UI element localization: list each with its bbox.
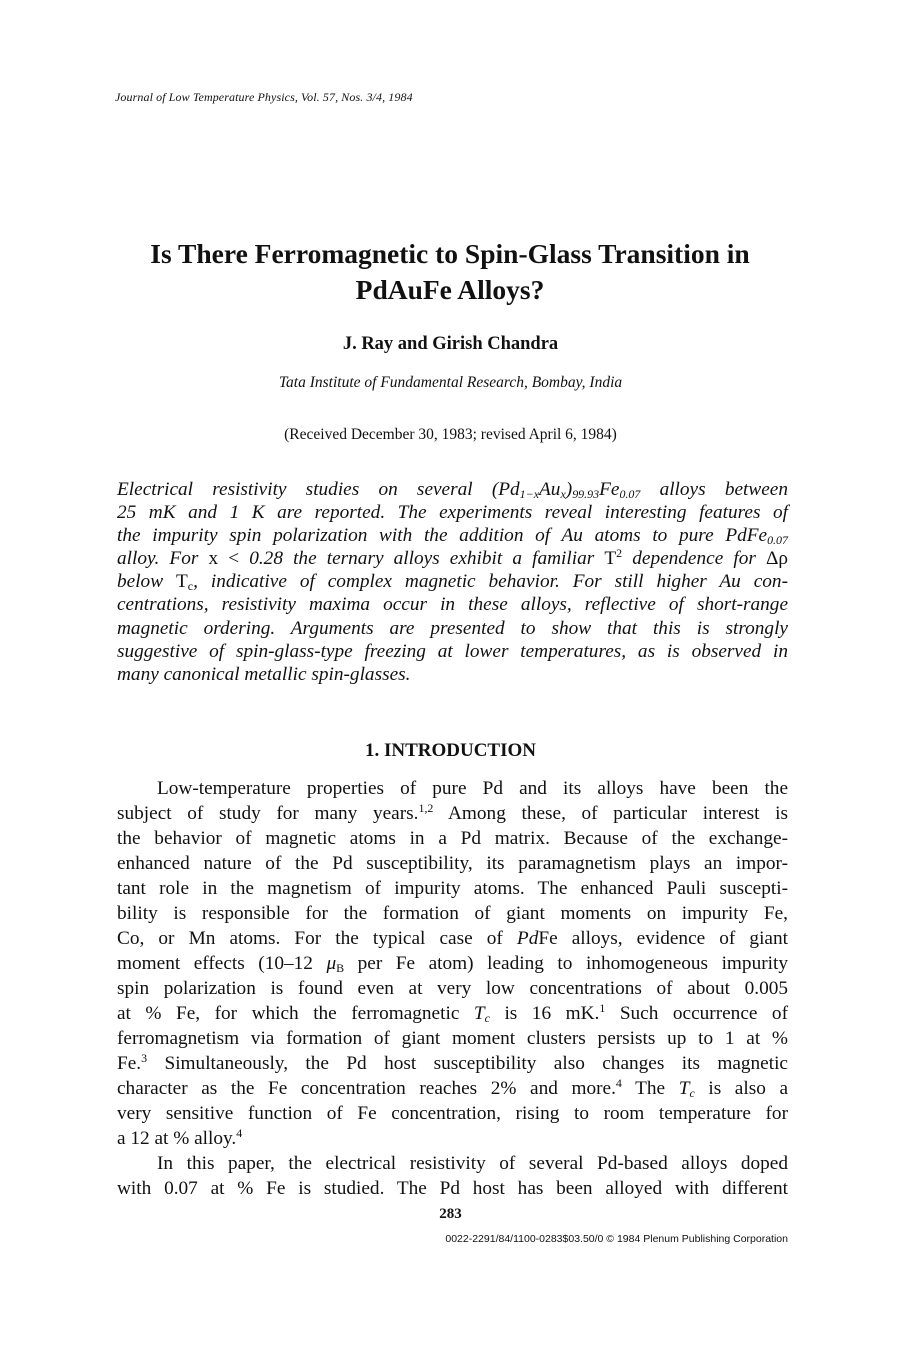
section-heading: 1. INTRODUCTION: [364, 740, 537, 761]
body-line: enhanced nature of the Pd susceptibility, its paramagnetism plays an impor-: [117, 853, 788, 874]
body-line: a 12 at % alloy.$^4$: [117, 1125, 243, 1149]
abstract-line: Electrical resistivity studies on several $(Pd_{1-x}Au_x)_{99.93}Fe_{0.07}$ alloys between: [117, 479, 788, 501]
body-line: subject of study for many years.$^{1,2}$ Among these, of particular interest is: [117, 800, 788, 824]
abstract-line: below $T_c$, indicative of complex magnetic behavior. For still higher Au con-: [117, 571, 788, 594]
title-line-1: Is There Ferromagnetic to Spin-Glass Transition in: [150, 238, 750, 269]
body-line: ferromagnetism via formation of giant moment clusters persists up to 1 at %: [117, 1028, 788, 1049]
paper-title: [100, 236, 800, 308]
body-line: very sensitive function of Fe concentration, rising to room temperature for: [117, 1103, 788, 1124]
journal-citation: Journal of Low Temperature Physics, Vol. 57, Nos. 3/4, 1984: [115, 90, 413, 104]
body-line: bility is responsible for the formation of giant moments on impurity Fe,: [117, 903, 788, 924]
abstract: [117, 478, 788, 686]
abstract-line: magnetic ordering. Arguments are presented to show that this is strongly: [117, 617, 788, 639]
body-line: Co, or Mn atoms. For the typical case of PdFe alloys, evidence of giant: [117, 928, 788, 949]
body-line: tant role in the magnetism of impurity atoms. The enhanced Pauli suscepti-: [117, 878, 788, 899]
copyright-line: 0022-2291/84/1100-0283$03.50/0 © 1984 Plenum Publishing Corporation: [445, 1233, 788, 1245]
body-line: spin polarization is found even at very low concentrations of about 0.005: [117, 978, 788, 999]
page-number: 283: [439, 1206, 462, 1222]
body-line: the behavior of magnetic atoms in a Pd matrix. Because of the exchange-: [117, 828, 788, 849]
abstract-line: many canonical metallic spin-glasses.: [117, 663, 411, 685]
abstract-line: suggestive of spin-glass-type freezing at lower temperatures, as is observed in: [117, 640, 788, 662]
body-line: at % Fe, for which the ferromagnetic $T_c$ is 16 mK.$^1$ Such occurrence of: [117, 1000, 788, 1025]
received-dates: (Received December 30, 1983; revised April 6, 1984): [284, 426, 617, 443]
abstract-line: alloy. For x < 0.28 the ternary alloys exhibit a familiar $T^2$ dependence for Δρ: [117, 546, 789, 570]
authors: J. Ray and Girish Chandra: [342, 334, 559, 354]
body-line: moment effects (10–12 $\mu_B$ per Fe atom) leading to inhomogeneous impurity: [117, 953, 788, 975]
abstract-line: 25 mK and 1 K are reported. The experiments reveal interesting features of: [117, 502, 788, 524]
affiliation: Tata Institute of Fundamental Research, Bombay, India: [278, 374, 623, 391]
abstract-line: centrations, resistivity maxima occur in these alloys, reflective of short-range: [117, 594, 788, 616]
abstract-line: the impurity spin polarization with the addition of Au atoms to pure PdFe$_{0.07}$: [117, 525, 788, 548]
body-line: Low-temperature properties of pure Pd and its alloys have been the: [157, 778, 788, 799]
body-line: In this paper, the electrical resistivity of several Pd-based alloys doped: [157, 1153, 788, 1174]
body-line: character as the Fe concentration reaches 2% and more.$^4$ The $T_c$ is also a: [117, 1075, 788, 1100]
title-line-2: PdAuFe Alloys?: [355, 274, 545, 305]
body-text: [117, 776, 788, 1201]
body-line: with 0.07 at % Fe is studied. The Pd host has been alloyed with different: [117, 1178, 788, 1199]
body-line: Fe.$^3$ Simultaneously, the Pd host susceptibility also changes its magnetic: [117, 1050, 788, 1074]
